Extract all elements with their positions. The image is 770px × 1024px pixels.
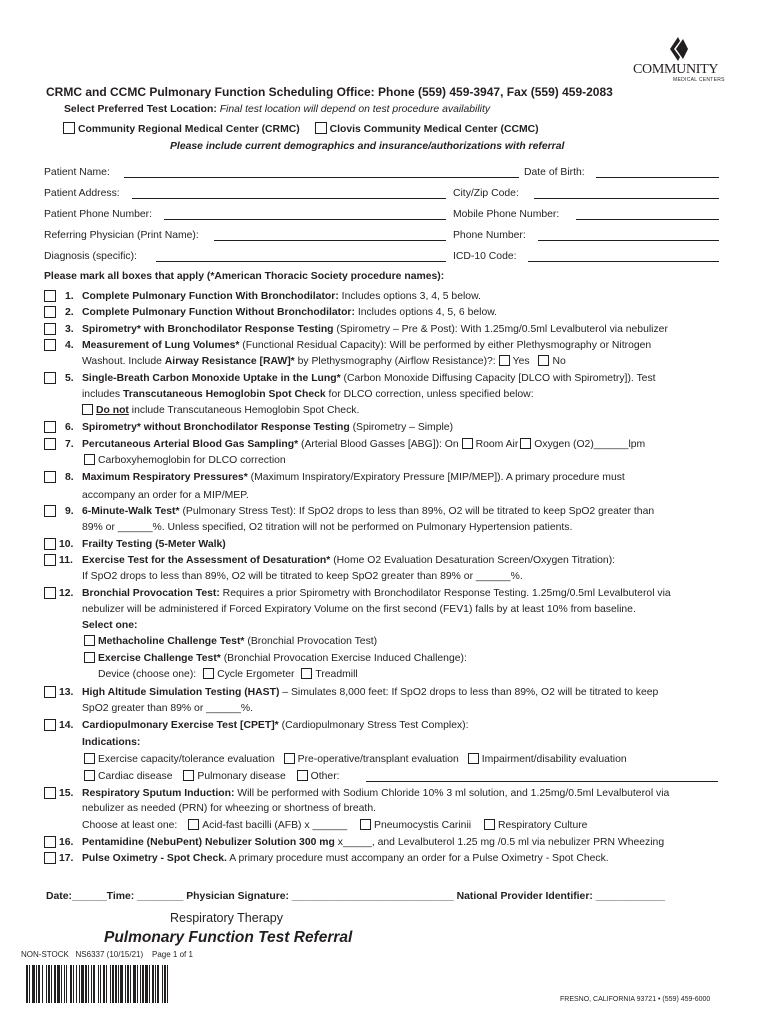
- select-location-note: Final test location will depend on test procedure availability: [216, 104, 491, 115]
- mobile-field[interactable]: [576, 219, 719, 220]
- pneumocystis-checkbox[interactable]: [360, 819, 371, 830]
- item-13: 13. High Altitude Simulation Testing (HAST) – Simulates 8,000 feet: If SpO2 drops to less than 89%, O2 will be titrated to keep: [59, 687, 659, 698]
- phys-phone-field[interactable]: [538, 240, 719, 241]
- item-9-cont: 89% or ______%. Unless specified, O2 titration will not be performed on Pulmonary Hypertension patients.: [82, 522, 573, 533]
- resp-culture-checkbox[interactable]: [484, 819, 495, 830]
- demographics-note: Please include current demographics and insurance/authorizations with referral: [170, 141, 565, 152]
- item-8-checkbox[interactable]: [44, 471, 56, 483]
- indications-row-1: Exercise capacity/tolerance evaluation Pre-operative/transplant evaluation Impairment/disability evaluation: [84, 753, 627, 766]
- physician-field[interactable]: [214, 240, 446, 241]
- item-12: 12. Bronchial Provocation Test: Requires a prior Spirometry with Bronchodilator Response Testing. 1.25mg/0.5ml Levalbuterol via: [59, 588, 671, 599]
- room-air-checkbox[interactable]: [462, 438, 473, 449]
- item-4-cont: Washout. Include Airway Resistance [RAW]* by Plethysmography (Airflow Resistance)?: Yes No: [82, 356, 566, 367]
- item-3-checkbox[interactable]: [44, 323, 56, 335]
- ind-other-checkbox[interactable]: [297, 770, 308, 781]
- indications-row-2: Cardiac disease Pulmonary disease Other:: [84, 770, 340, 783]
- npi-field[interactable]: National Provider Identifier: ____________: [456, 891, 666, 902]
- ind-exercise-checkbox[interactable]: [84, 753, 95, 764]
- culture-options: Choose at least one: Acid-fast bacilli (AFB) x ______ Pneumocystis Carinii Respiratory Culture: [82, 820, 588, 831]
- icd-label: ICD-10 Code:: [453, 251, 517, 262]
- signature-row: [46, 890, 665, 903]
- location-options: [63, 122, 539, 136]
- item-2-checkbox[interactable]: [44, 306, 56, 318]
- item-5: 5. Single-Breath Carbon Monoxide Uptake in the Lung* (Carbon Monoxide Diffusing Capacity [DLCO with Spirometry]). Test: [65, 373, 656, 384]
- phone-label: Patient Phone Number:: [44, 209, 153, 220]
- item-10-checkbox[interactable]: [44, 538, 56, 550]
- item-15-checkbox[interactable]: [44, 787, 56, 799]
- item-16: 16. Pentamidine (NebuPent) Nebulizer Solution 300 mg x_____, and Levalbuterol 1.25 mg /0.5 ml via nebulizer PRN Wheezing: [59, 837, 665, 848]
- item-14-checkbox[interactable]: [44, 719, 56, 731]
- carboxy-line: Carboxyhemoglobin for DLCO correction: [84, 454, 286, 467]
- item-3: 3. Spirometry* with Bronchodilator Response Testing (Spirometry – Pre & Post): With 1.25mg/0.5ml Levalbuterol via nebulizer: [65, 324, 668, 335]
- icd-field[interactable]: [528, 261, 719, 262]
- item-5-donot: Do not include Transcutaneous Hemoglobin Spot Check.: [82, 404, 359, 417]
- patient-name-field[interactable]: [124, 177, 519, 178]
- select-location-label: Select Preferred Test Location:: [64, 104, 217, 115]
- item-4: 4. Measurement of Lung Volumes* (Functional Residual Capacity): Will be performed by either Plethysmography or Nitrogen: [65, 340, 652, 351]
- treadmill-checkbox[interactable]: [301, 668, 312, 679]
- instructions: Please mark all boxes that apply (*American Thoracic Society procedure names):: [44, 271, 445, 282]
- item-6: 6. Spirometry* without Bronchodilator Response Testing (Spirometry – Simple): [65, 422, 454, 433]
- ind-cardiac-checkbox[interactable]: [84, 770, 95, 781]
- item-4-checkbox[interactable]: [44, 339, 56, 351]
- mobile-label: Mobile Phone Number:: [453, 209, 560, 220]
- item-12-checkbox[interactable]: [44, 587, 56, 599]
- date-field[interactable]: Date:______: [46, 891, 107, 902]
- item-8-cont: accompany an order for a MIP/MEP.: [82, 490, 249, 501]
- address-field[interactable]: [132, 198, 446, 199]
- item-9: 9. 6-Minute-Walk Test* (Pulmonary Stress Test): If SpO2 drops to less than 89%, O2 will be titrated to keep SpO2 greater than: [65, 506, 655, 517]
- ccmc-label: Clovis Community Medical Center (CCMC): [329, 124, 539, 135]
- crmc-label: Community Regional Medical Center (CRMC): [78, 124, 300, 135]
- item-13-cont: SpO2 greater than 89% or ______%.: [82, 703, 253, 714]
- raw-yes-checkbox[interactable]: [499, 355, 510, 366]
- address-label: Patient Address:: [44, 188, 120, 199]
- item-7-checkbox[interactable]: [44, 438, 56, 450]
- physician-signature-field[interactable]: Physician Signature: ____________________________: [186, 891, 454, 902]
- item-6-checkbox[interactable]: [44, 421, 56, 433]
- dob-field[interactable]: [596, 177, 719, 178]
- select-location-line: [64, 103, 490, 116]
- diagnosis-field[interactable]: [156, 261, 446, 262]
- diagnosis-label: Diagnosis (specific):: [44, 251, 137, 262]
- methacholine-line: Methacholine Challenge Test* (Bronchial Provocation Test): [84, 635, 377, 648]
- time-field[interactable]: Time: ________: [106, 891, 184, 902]
- ind-other-field[interactable]: [366, 781, 718, 782]
- raw-no-checkbox[interactable]: [538, 355, 549, 366]
- indications-label: Indications:: [82, 737, 141, 748]
- ccmc-checkbox[interactable]: [315, 122, 327, 134]
- form-stock-info: NON-STOCK NS6337 (10/15/21) Page 1 of 1: [21, 950, 193, 959]
- item-5-checkbox[interactable]: [44, 372, 56, 384]
- select-one-label: Select one:: [82, 620, 138, 631]
- phys-phone-label: Phone Number:: [453, 230, 526, 241]
- cityzip-field[interactable]: [534, 198, 719, 199]
- physician-label: Referring Physician (Print Name):: [44, 230, 199, 241]
- donot-spotcheck-checkbox[interactable]: [82, 404, 93, 415]
- item-14: 14. Cardiopulmonary Exercise Test [CPET]* (Cardiopulmonary Stress Test Complex):: [59, 720, 469, 731]
- logo-subname: MEDICAL CENTERS: [673, 77, 725, 83]
- item-5-cont: includes Transcutaneous Hemoglobin Spot Check for DLCO correction, unless specified below:: [82, 389, 534, 400]
- ind-preop-checkbox[interactable]: [284, 753, 295, 764]
- item-16-checkbox[interactable]: [44, 836, 56, 848]
- cityzip-label: City/Zip Code:: [453, 188, 519, 199]
- item-7: 7. Percutaneous Arterial Blood Gas Sampling* (Arterial Blood Gasses [ABG]): On Room Air Oxygen (O2)______lpm: [65, 439, 646, 450]
- cycle-checkbox[interactable]: [203, 668, 214, 679]
- department-label: Respiratory Therapy: [170, 911, 284, 925]
- item-17: 17. Pulse Oximetry - Spot Check. A primary procedure must accompany an order for a Pulse Oximetry - Spot Check.: [59, 853, 609, 864]
- office-phone-header: CRMC and CCMC Pulmonary Function Scheduling Office: Phone (559) 459-3947, Fax (559) 459-2083: [46, 85, 613, 99]
- item-2: 2. Complete Pulmonary Function Without Bronchodilator: Includes options 4, 5, 6 below.: [65, 307, 498, 318]
- ind-impairment-checkbox[interactable]: [468, 753, 479, 764]
- barcode: [26, 965, 226, 1003]
- phone-field[interactable]: [164, 219, 446, 220]
- device-line: Device (choose one): Cycle Ergometer Treadmill: [98, 669, 358, 680]
- item-11: 11. Exercise Test for the Assessment of Desaturation* (Home O2 Evaluation Desaturation Screen/Oxygen Titration):: [59, 555, 616, 566]
- patient-name-label: Patient Name:: [44, 167, 110, 178]
- exercise-challenge-line: Exercise Challenge Test* (Bronchial Provocation Exercise Induced Challenge):: [84, 652, 467, 665]
- logo-name: COMMUNITY: [633, 62, 719, 77]
- item-12-cont: nebulizer will be administered if Forced Expiratory Volume on the first second (FEV1) falls by at least 10% from baseline.: [82, 604, 636, 615]
- oxygen-checkbox[interactable]: [520, 438, 531, 449]
- carboxy-checkbox[interactable]: [84, 454, 95, 465]
- ind-pulmonary-checkbox[interactable]: [183, 770, 194, 781]
- item-10: 10. Frailty Testing (5-Meter Walk): [59, 539, 226, 550]
- methacholine-checkbox[interactable]: [84, 635, 95, 646]
- item-13-checkbox[interactable]: [44, 686, 56, 698]
- item-17-checkbox[interactable]: [44, 852, 56, 864]
- item-1-checkbox[interactable]: [44, 290, 56, 302]
- item-15-cont: nebulizer as needed (PRN) for wheezing or shortness of breath.: [82, 803, 376, 814]
- item-11-checkbox[interactable]: [44, 554, 56, 566]
- item-11-cont: If SpO2 drops to less than 89%, O2 will be titrated to keep SpO2 greater than 89% or ______%.: [82, 571, 523, 582]
- item-1: 1. Complete Pulmonary Function With Bronchodilator: Includes options 3, 4, 5 below.: [65, 291, 481, 302]
- item-15: 15. Respiratory Sputum Induction: Will be performed with Sodium Chloride 10% 3 ml solution, and 1.25mg/0.5ml Levalbuterol via: [59, 788, 670, 799]
- exercise-challenge-checkbox[interactable]: [84, 652, 95, 663]
- item-8: 8. Maximum Respiratory Pressures* (Maximum Inspiratory/Expiratory Pressure [MIP/MEP]). A primary procedure must: [65, 472, 625, 483]
- dob-label: Date of Birth:: [524, 167, 585, 178]
- footer-address: FRESNO, CALIFORNIA 93721 • (559) 459-6000: [560, 996, 711, 1003]
- community-logo: [633, 35, 733, 87]
- item-9-checkbox[interactable]: [44, 505, 56, 517]
- afb-checkbox[interactable]: [188, 819, 199, 830]
- logo-mark-icon: [666, 35, 690, 63]
- form-title: Pulmonary Function Test Referral: [104, 929, 353, 946]
- crmc-checkbox[interactable]: [63, 122, 75, 134]
